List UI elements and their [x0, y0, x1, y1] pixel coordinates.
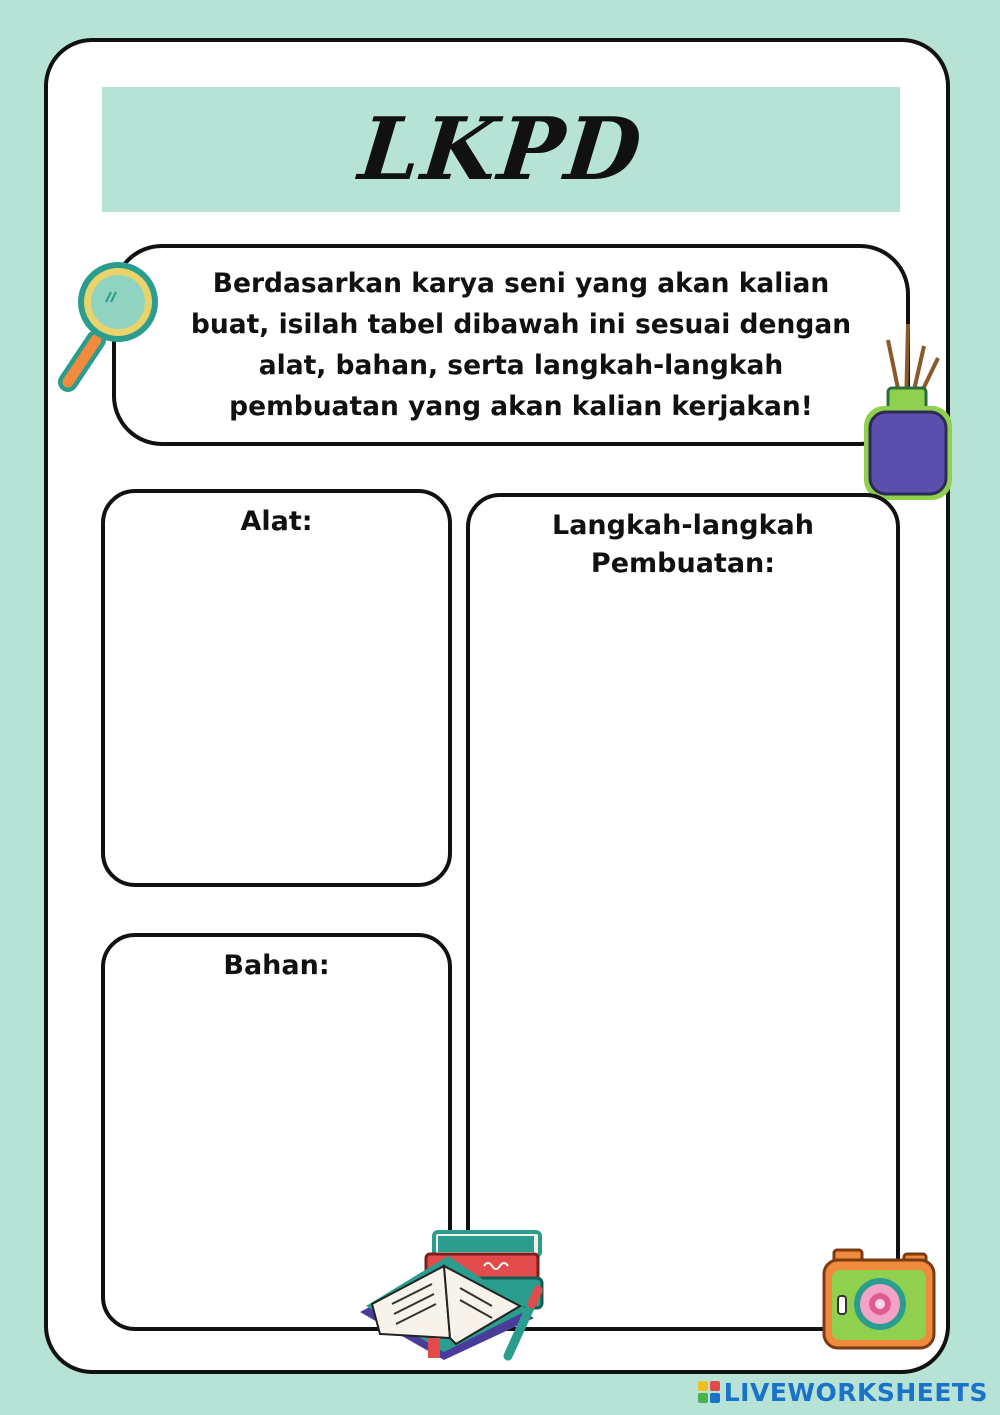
langkah-label-line1: Langkah-langkah	[552, 510, 814, 541]
title-banner	[102, 87, 900, 212]
page-title: LKPD	[354, 99, 648, 200]
instruction-panel	[112, 244, 910, 446]
watermark-text: LIVEWORKSHEETS	[723, 1377, 988, 1407]
liveworksheets-logo-icon	[698, 1381, 720, 1403]
alat-label: Alat:	[240, 506, 313, 537]
bahan-label: Bahan:	[223, 950, 330, 981]
liveworksheets-watermark	[698, 1377, 988, 1407]
langkah-label-line2: Pembuatan:	[590, 548, 776, 579]
magnifying-glass-icon	[56, 258, 166, 394]
reed-diffuser-icon	[858, 318, 958, 504]
books-icon	[352, 1226, 556, 1366]
camera-icon	[820, 1246, 938, 1352]
langkah-box[interactable]	[466, 493, 900, 1331]
langkah-label	[470, 507, 896, 583]
alat-box[interactable]	[101, 489, 452, 887]
instruction-text: Berdasarkan karya seni yang akan kalian buat, isilah tabel dibawah ini sesuai dengan alat, bahan, serta langkah-langkah pembuatan yang akan kalian kerjakan!	[190, 268, 852, 422]
